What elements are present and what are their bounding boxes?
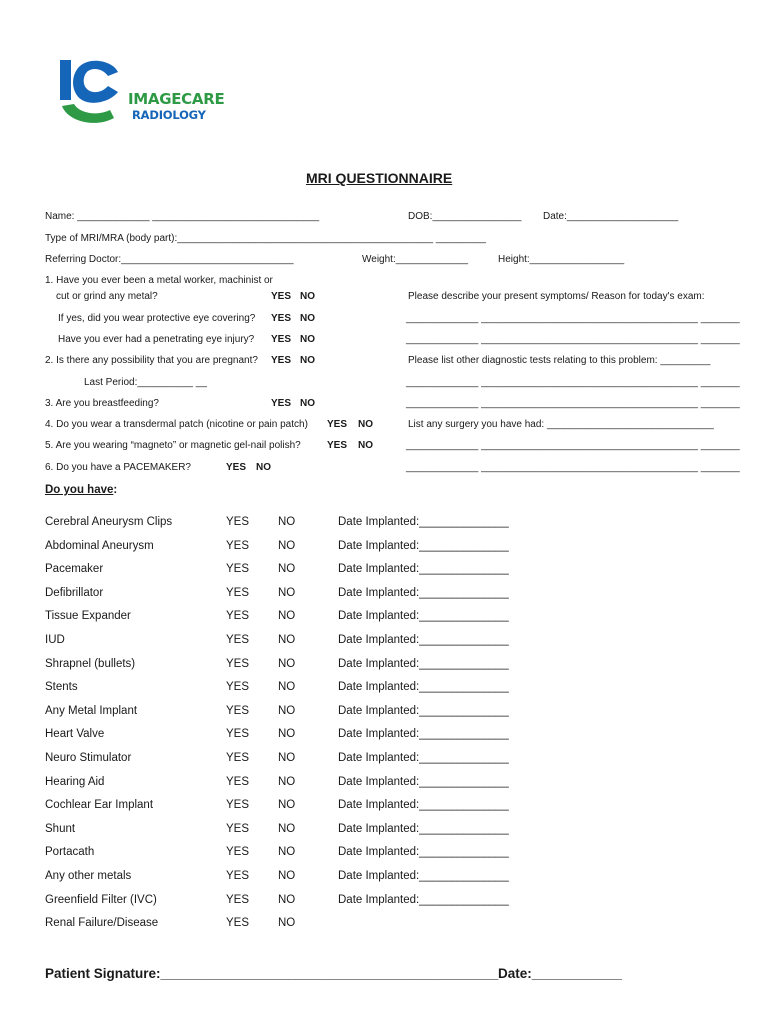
logo [56,56,226,126]
q6-no-option[interactable]: NO [256,462,271,473]
page-title: MRI QUESTIONNAIRE [306,170,453,186]
implant-yes-option[interactable]: YES [226,681,250,693]
q1c-no-option[interactable]: NO [300,313,315,324]
question-1-line2: cut or grind any metal? [56,291,158,302]
height-field[interactable]: Height:_________________ [498,254,625,265]
implant-date-field[interactable]: Date Implanted:______________ [338,728,509,740]
implant-label: Shunt [45,823,76,835]
implant-no-option[interactable]: NO [278,610,296,622]
question-1-line1: 1. Have you ever been a metal worker, machinist or [45,275,273,286]
surgery-line-2[interactable]: _____________ _______________________________________ _______ [406,462,740,473]
implant-no-option[interactable]: NO [278,658,296,670]
implant-date-field[interactable]: Date Implanted:______________ [338,846,509,858]
symptoms-label: Please describe your present symptoms/ Reason for today's exam: [408,291,705,302]
implant-no-option[interactable]: NO [278,894,296,906]
implant-yes-option[interactable]: YES [226,587,250,599]
question-2: 2. Is there any possibility that you are pregnant? [45,355,258,366]
question-6: 6. Do you have a PACEMAKER? [45,462,191,473]
weight-field[interactable]: Weight:_____________ [362,254,469,265]
diagnostic-tests-label[interactable]: Please list other diagnostic tests relating to this problem: _________ [408,355,711,366]
question-1-eye-covering: If yes, did you wear protective eye covering? [58,313,256,324]
implant-date-field[interactable]: Date Implanted:______________ [338,610,509,622]
q6-yes-option[interactable]: YES [226,462,247,473]
implant-date-field[interactable]: Date Implanted:______________ [338,658,509,670]
implant-label: Shrapnel (bullets) [45,658,136,670]
tests-line-2[interactable]: _____________ _______________________________________ _______ [406,398,740,409]
implant-label: Cerebral Aneurysm Clips [45,516,173,528]
implant-yes-option[interactable]: YES [226,728,250,740]
symptoms-line-2[interactable]: _____________ _______________________________________ _______ [406,334,740,345]
name-field[interactable]: Name: _____________ ______________________________ [45,211,320,222]
implant-label: Greenfield Filter (IVC) [45,894,157,906]
q2-yes-option[interactable]: YES [271,355,292,366]
implant-yes-option[interactable]: YES [226,658,250,670]
implant-label: IUD [45,634,65,646]
q1-no-option[interactable]: NO [300,291,315,302]
implant-date-field[interactable]: Date Implanted:______________ [338,870,509,882]
tests-line-1[interactable]: _____________ _______________________________________ _______ [406,377,740,388]
date-field[interactable]: Date:____________________ [543,211,679,222]
question-5: 5. Are you wearing “magneto” or magnetic gel-nail polish? [45,440,301,451]
implant-label: Pacemaker [45,563,104,575]
question-1-eye-injury: Have you ever had a penetrating eye injury? [58,334,255,345]
implant-no-option[interactable]: NO [278,776,296,788]
symptoms-line-1[interactable]: _____________ _______________________________________ _______ [406,313,740,324]
implant-no-option[interactable]: NO [278,540,296,552]
q1d-yes-option[interactable]: YES [271,334,292,345]
do-you-have-colon: : [113,484,118,496]
implant-yes-option[interactable]: YES [226,563,250,575]
implant-no-option[interactable]: NO [278,681,296,693]
implant-date-field[interactable]: Date Implanted:______________ [338,894,509,906]
referring-doctor-field[interactable]: Referring Doctor:_______________________________ [45,254,294,265]
do-you-have-text: Do you have [45,484,114,496]
q5-no-option[interactable]: NO [358,440,373,451]
implant-yes-option[interactable]: YES [226,917,250,929]
q5-yes-option[interactable]: YES [327,440,348,451]
implant-no-option[interactable]: NO [278,728,296,740]
implant-date-field[interactable]: Date Implanted:______________ [338,516,509,528]
implant-yes-option[interactable]: YES [226,610,250,622]
surgery-line-1[interactable]: _____________ _______________________________________ _______ [406,440,740,451]
implant-label: Any Metal Implant [45,705,138,717]
implant-label: Neuro Stimulator [45,752,132,764]
implant-date-field[interactable]: Date Implanted:______________ [338,634,509,646]
implant-date-field[interactable]: Date Implanted:______________ [338,752,509,764]
implant-label: Heart Valve [45,728,105,740]
implant-yes-option[interactable]: YES [226,823,250,835]
q4-yes-option[interactable]: YES [327,419,348,430]
implant-yes-option[interactable]: YES [226,846,250,858]
signature-date-field[interactable]: Date:____________ [498,966,622,981]
q4-no-option[interactable]: NO [358,419,373,430]
last-period-field[interactable]: Last Period:__________ __ [84,377,207,388]
q2-no-option[interactable]: NO [300,355,315,366]
q1d-no-option[interactable]: NO [300,334,315,345]
question-3: 3. Are you breastfeeding? [45,398,159,409]
implant-no-option[interactable]: NO [278,917,296,929]
implant-date-field[interactable]: Date Implanted:______________ [338,799,509,811]
implant-date-field[interactable]: Date Implanted:______________ [338,776,509,788]
implant-no-option[interactable]: NO [278,587,296,599]
implant-yes-option[interactable]: YES [226,516,250,528]
implant-label: Stents [45,681,78,693]
implant-no-option[interactable]: NO [278,870,296,882]
implant-label: Defibrillator [45,587,104,599]
logo-brand-radiology: RADIOLOGY [132,108,206,122]
implant-label: Abdominal Aneurysm [45,540,154,552]
dob-field[interactable]: DOB:________________ [408,211,522,222]
mri-type-field[interactable]: Type of MRI/MRA (body part):______________________________________________ _________ [45,233,486,244]
implant-label: Renal Failure/Disease [45,917,159,929]
implant-yes-option[interactable]: YES [226,705,250,717]
implant-no-option[interactable]: NO [278,799,296,811]
implant-yes-option[interactable]: YES [226,752,250,764]
implant-yes-option[interactable]: YES [226,776,250,788]
implant-no-option[interactable]: NO [278,752,296,764]
implant-no-option[interactable]: NO [278,705,296,717]
question-4: 4. Do you wear a transdermal patch (nicotine or pain patch) [45,419,308,430]
implant-no-option[interactable]: NO [278,563,296,575]
patient-signature-field[interactable]: Patient Signature:_____________________________________________ [45,966,499,981]
q3-no-option[interactable]: NO [300,398,315,409]
implant-date-field[interactable]: Date Implanted:______________ [338,563,509,575]
ic-monogram-icon [56,56,126,126]
implant-no-option[interactable]: NO [278,516,296,528]
implant-date-field[interactable]: Date Implanted:______________ [338,587,509,599]
implant-no-option[interactable]: NO [278,634,296,646]
q1c-yes-option[interactable]: YES [271,313,292,324]
do-you-have-heading [45,484,117,496]
surgery-label[interactable]: List any surgery you have had: ______________________________ [408,419,714,430]
q1-yes-option[interactable]: YES [271,291,292,302]
implant-yes-option[interactable]: YES [226,540,250,552]
implant-date-field[interactable]: Date Implanted:______________ [338,705,509,717]
implant-label: Tissue Expander [45,610,131,622]
implant-date-field[interactable]: Date Implanted:______________ [338,681,509,693]
implant-label: Any other metals [45,870,132,882]
implant-date-field[interactable]: Date Implanted:______________ [338,823,509,835]
implant-yes-option[interactable]: YES [226,634,250,646]
implant-label: Hearing Aid [45,776,105,788]
implant-yes-option[interactable]: YES [226,870,250,882]
q3-yes-option[interactable]: YES [271,398,292,409]
implant-yes-option[interactable]: YES [226,799,250,811]
implant-label: Portacath [45,846,95,858]
implant-yes-option[interactable]: YES [226,894,250,906]
implant-no-option[interactable]: NO [278,823,296,835]
implant-no-option[interactable]: NO [278,846,296,858]
implant-date-field[interactable]: Date Implanted:______________ [338,540,509,552]
implant-label: Cochlear Ear Implant [45,799,154,811]
logo-brand-imagecare: IMAGECARE [128,90,225,108]
